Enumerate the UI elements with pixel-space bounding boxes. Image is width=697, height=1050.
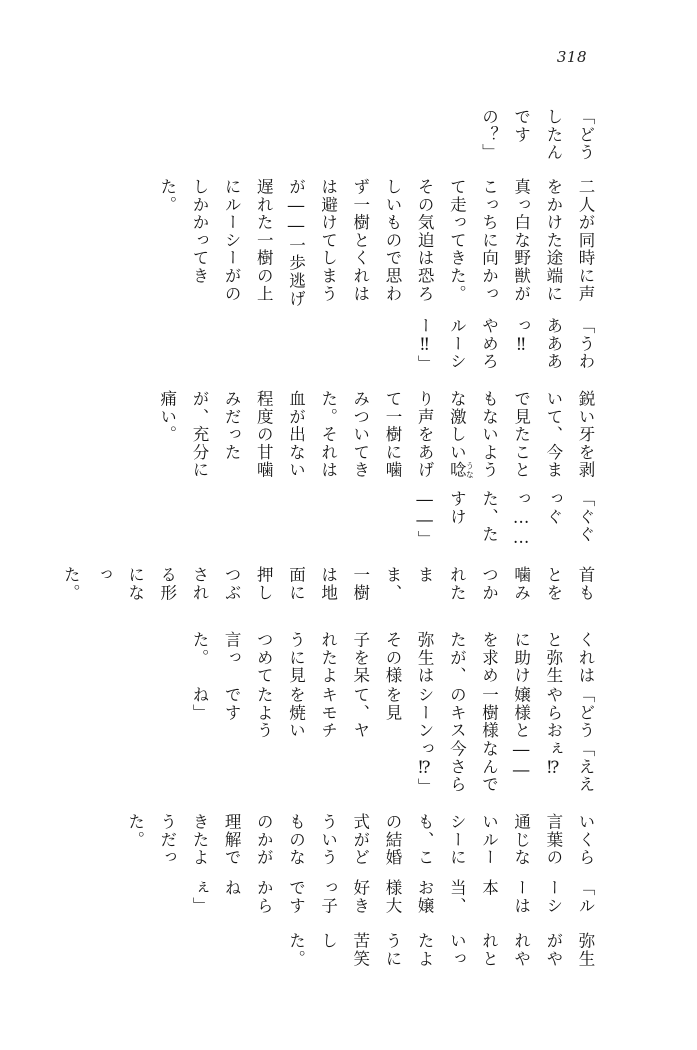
paragraph: 二人が同時に声をかけた途端に真っ白な野獣がこっちに向かって走ってきた。その気迫は恐ろしいもので思わず一樹とくれはは避けてしまうが――一歩逃げ遅れた一樹の上にルーシーがのしかかってきた。 — [157, 178, 595, 309]
paragraph: 弥生がやれやれといったように苦笑した。 — [286, 932, 595, 969]
body-text — [61, 108, 601, 969]
paragraph: 「どうしたんですの？」 — [479, 108, 595, 162]
paragraph: 「うわあああっ‼ やめろルーシー‼」 — [415, 316, 595, 373]
paragraph: 首もとを噛みつかれたまま、一樹は地面に押しつぶされる形になった。 — [61, 565, 595, 602]
paragraph: 「ええぇ⁉――なんで今さらっ⁉」 — [415, 740, 595, 797]
ruby-annotation: 唸 うな — [447, 461, 475, 479]
paragraph: 「どうやらお嬢様と一樹様のキスシーンを見て、ヤキモチを焼いたようですね」 — [189, 686, 595, 740]
page-number: 318 — [556, 48, 587, 66]
paragraph: いくら言葉の通じないルーシーにも、この結婚式がどういうものなのかが理解できたようだった。 — [125, 813, 595, 867]
paragraph: くれはと弥生に助けを求めたが、弥生はその様子を呆れたように見つめて言った。 — [189, 630, 595, 685]
paragraph: 「ぐぐっぐっ……た、たすけ――」 — [415, 490, 595, 549]
paragraph-with-ruby: 鋭い牙を剥いて、今まで見たこともないような激しい唸 うなり声をあげて一樹に噛みついてきた。それは血が出ない程度の甘噛みだったが、充分に痛い。 — [157, 389, 595, 479]
paragraph: 「ルーシーは本当、お嬢様大好きっ子ですからねぇ」 — [189, 879, 595, 915]
